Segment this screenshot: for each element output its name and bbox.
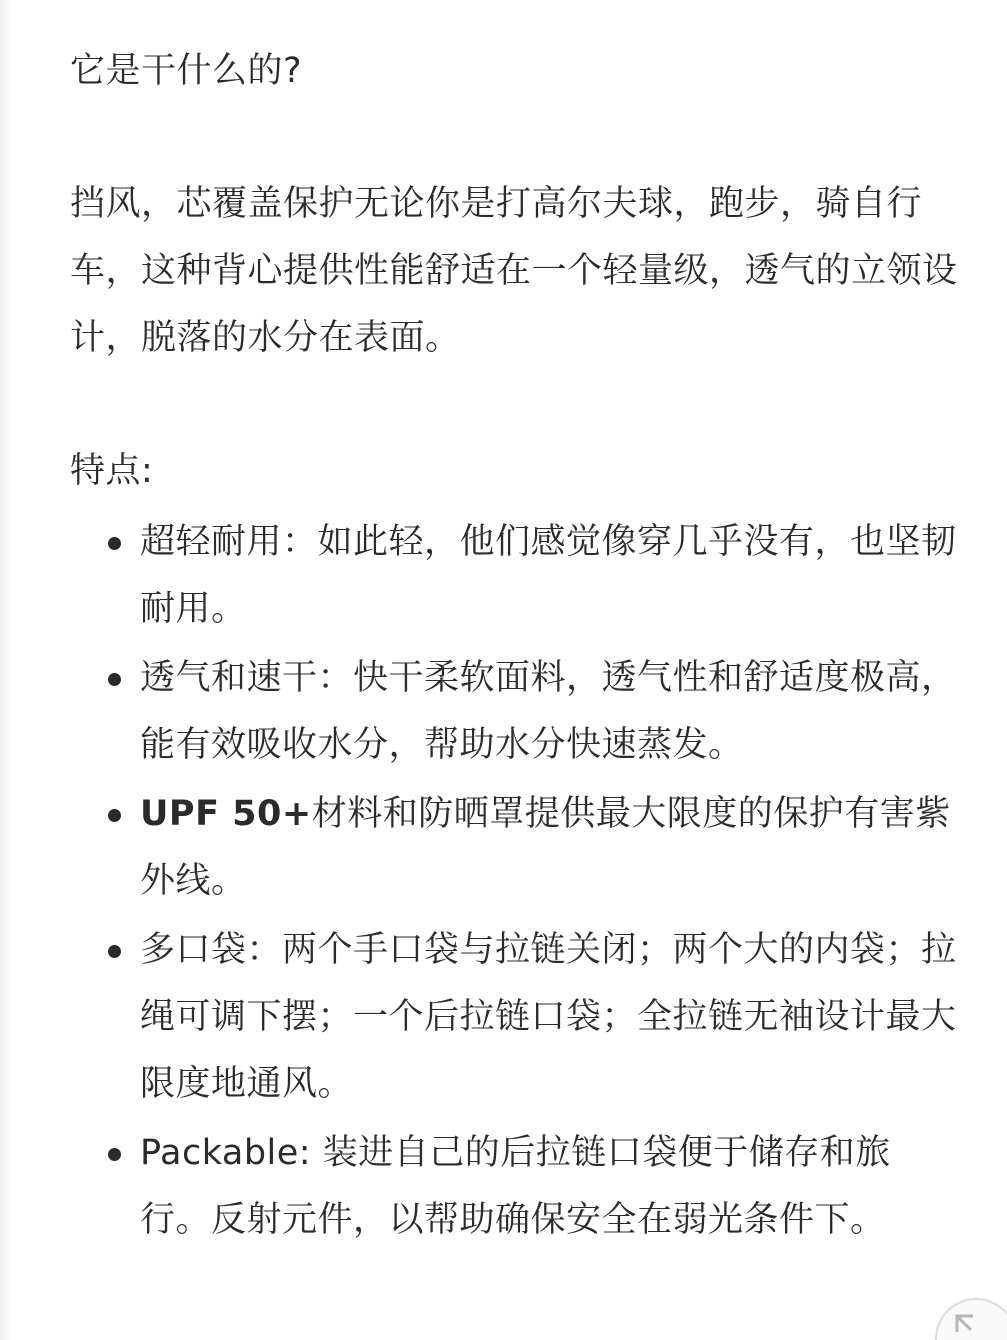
list-item (70, 1120, 960, 1254)
list-item (70, 509, 960, 643)
feature-lead-bold: UPF 50+ (140, 794, 312, 834)
bullet-icon (108, 673, 121, 686)
zoom-icon[interactable] (935, 1298, 1007, 1340)
feature-text: 多口袋：两个手口袋与拉链关闭；两个大的内袋；拉绳可调下摆；一个后拉链口袋；全拉链无袖设计最大限度地通风。 (140, 930, 957, 1104)
zoom-glyph-icon (951, 1310, 991, 1340)
section-heading: 它是干什么的? (70, 51, 303, 91)
features-list (70, 509, 960, 1254)
list-item (70, 645, 960, 779)
left-edge-shadow (0, 0, 10, 1340)
feature-text: 透气和速干：快干柔软面料，透气性和舒适度极高，能有效吸收水分，帮助水分快速蒸发。 (140, 658, 957, 765)
feature-lead: Packable: (140, 1133, 323, 1173)
bullet-icon (108, 537, 121, 550)
list-item (70, 781, 960, 915)
feature-text: 材料和防晒罩提供最大限度的保护有害紫外线。 (140, 794, 951, 901)
features-title: 特点: (70, 451, 154, 491)
description-paragraph: 挡风，芯覆盖保护无论你是打高尔夫球，跑步，骑自行车，这种背心提供性能舒适在一个轻量级，透气的立领设计，脱落的水分在表面。 (70, 184, 958, 358)
feature-text: 超轻耐用：如此轻，他们感觉像穿几乎没有，也坚韧耐用。 (140, 522, 957, 629)
bullet-icon (108, 945, 121, 958)
bullet-icon (108, 809, 121, 822)
bullet-icon (108, 1148, 121, 1161)
list-item (70, 917, 960, 1118)
article-content (70, 38, 960, 1256)
feature-text: 装进自己的后拉链口袋便于储存和旅行。反射元件，以帮助确保安全在弱光条件下。 (140, 1133, 891, 1240)
